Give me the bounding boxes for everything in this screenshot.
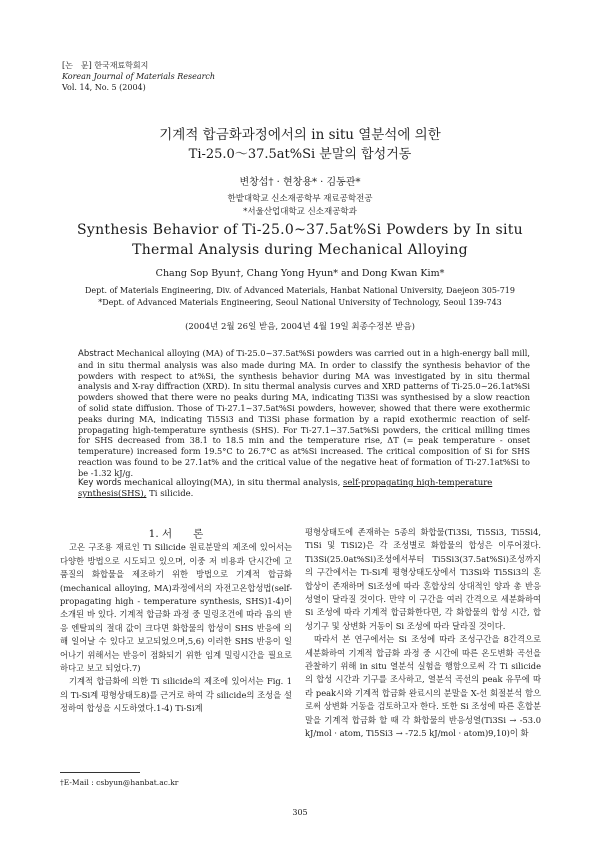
footnote-email: †E-Mail : csbyun@hanbat.ac.kr bbox=[60, 778, 179, 787]
title-kr-line1: 기계적 합금화과정에서의 in situ 열분석에 의한 bbox=[159, 127, 441, 143]
journal-type-label: [논 문] 한국재료학회지 bbox=[62, 61, 149, 70]
keywords-text-underlined: self-propagating high-temperature synthesis(SHS), bbox=[78, 478, 493, 499]
abstract-text: Mechanical alloying (MA) of Ti-25.0~37.5at%Si powders was carried out in a high-energy ball mill, and in situ thermal analysis was also made during MA. In order to classify the synthesis behavior of the powders with respect to at%Si, the synthesis behavior during MA was investigated by in situ thermal analysis and X-ray diffraction (XRD). In situ thermal analysis curves and XRD patterns of Ti-25.0~26.1at%Si powders showed that there were no peaks during MA, indicating Ti3Si was synthesised by a slow reaction of solid state diffusion. Those of Ti-27.1~37.5at%Si powders, however, showed that there were exothermic peaks during MA, indicating Ti5Si3 and Ti3Si phase formation by a rapid exothermic reaction of self-propagating high-temperature synthesis (SHS). For Ti-27.1~37.5at%Si powders, the critical milling times for SHS decreased from 38.1 to 18.5 min and the temperature rise, ΔT (= peak temperature - onset temperature) increased form 19.5°C to 26.7°C as at%Si increased. The critical composition of Si for SHS reaction was found to be 27.1at% and the critical value of the negative heat of formation of Ti-27.1at%Si to be -1.32 kJ/g. bbox=[78, 348, 530, 478]
body-column-left bbox=[60, 528, 292, 716]
affiliation-en-1: Dept. of Materials Engineering, Div. of Advanced Materials, Hanbat National University, Daejeon 305-719 bbox=[85, 286, 515, 295]
body-paragraph: 따라서 본 연구에서는 Si 조성에 따라 조성구간을 8간격으로 세분화하여 기계적 합금화 과정 중 시간에 따른 온도변화 곡선을 관찰하기 위해 in situ 열분석 실험을 행함으로써 각 Ti silicide의 합성 시간과 기구를 조사하고, 열분석 곡선의 peak 유무에 따라 peak시와 기계적 합금화 완료시의 분말을 X-선 회절분석 함으로써 상변화 거동을 검토하고자 한다. 또한 Si 조성에 따른 혼합분말을 기계적 합금화 할 때 각 화합물의 반응성열(Ti3Si → -53.0 kJ/mol · atom, Ti5Si3 → -72.5 kJ/mol · atom)9,10)이 화 bbox=[305, 634, 541, 739]
keywords bbox=[78, 478, 530, 500]
body-paragraph: 평형상태도에 존재하는 5종의 화합물(Ti3Si, Ti5Si3, Ti5Si4, TiSi 및 TiSi2)은 각 조성별로 화합물의 합성은 이루어졌다. Ti3Si(25.0at%Si)조성에서부터 Ti5Si3(37.5at%Si)조성까지의 구간에서는 Ti-Si계 평형상태도상에서 Ti3Si와 Ti5Si3의 혼합상이 존재하며 Si조성에 따라 혼합상의 상대적인 양과 총 반응성열이 달라질 것이다. 만약 이 구간을 여러 간격으로 세분화하여 Si 조성에 따라 기계적 합금화한다면, 각 화합물의 합성 시간, 합성기구 및 상변화 거동이 Si 조성에 따라 달라질 것이다. bbox=[305, 527, 541, 631]
section-heading: 1. 서 론 bbox=[148, 528, 204, 540]
authors-en: Chang Sop Byun†, Chang Yong Hyun* and Dong Kwan Kim* bbox=[155, 268, 445, 279]
body-column-right bbox=[305, 526, 541, 741]
title-en-line1: Synthesis Behavior of Ti-25.0~37.5at%Si Powders by In situ bbox=[77, 222, 523, 238]
received-date: (2004년 2월 26일 받음, 2004년 4월 19일 최종수정본 받음) bbox=[185, 322, 415, 332]
abstract-label: Abstract bbox=[78, 349, 114, 359]
title-kr-line2: Ti-25.0～37.5at%Si 분말의 합성거동 bbox=[188, 147, 412, 162]
keywords-text-a: mechanical alloying(MA), in situ thermal analysis, bbox=[124, 478, 341, 488]
keywords-text-b: Ti silicide. bbox=[149, 489, 194, 499]
body-paragraph: 기계적 합금화에 의한 Ti silicide의 제조에 있어서는 Fig. 1의 Ti-Si계 평형상태도8)를 근거로 하여 각 silicide의 조성을 설정하여 합성을 시도하였다.1-4) Ti-Si계 bbox=[60, 676, 292, 714]
journal-volume: Vol. 14, No. 5 (2004) bbox=[62, 83, 146, 92]
body-paragraph: 고온 구조용 재료인 Ti Silicide 원료분말의 제조에 있어서는 다양한 방법으로 시도되고 있으며, 이중 저 비용과 단시간에 고품질의 화합물을 제조하기 위한 방법으로 기계적 합금화(mechanical alloying, MA)과정에서의 자전고온합성법(self-propagating high - temperature synthesis, SHS)1-4)이 소개된 바 있다. 기계적 합금화 과정 중 밀링조건에 따라 음의 반응 엔탈피의 절대 값이 크다면 화합물의 합성이 SHS 반응에 의해 일어날 수 있다고 보고되었으며,5,6) 이러한 SHS 반응이 일어나기 위해서는 반응이 점화되기 위한 임계 밀링시간을 필요로 하다고 보고 되었다.7) bbox=[60, 542, 292, 674]
page-number: 305 bbox=[292, 808, 308, 817]
affiliation-en-2: *Dept. of Advanced Materials Engineering, Seoul National University of Technology, Seoul 139-743 bbox=[98, 298, 502, 307]
affiliation-kr-2: *서울산업대학교 신소재공학과 bbox=[243, 207, 357, 217]
title-en-line2: Thermal Analysis during Mechanical Alloying bbox=[132, 242, 468, 258]
journal-header bbox=[62, 60, 215, 93]
keywords-label: Key words bbox=[78, 478, 122, 488]
abstract bbox=[78, 348, 530, 479]
journal-name-en: Korean Journal of Materials Research bbox=[62, 72, 216, 81]
footnote-divider bbox=[60, 772, 140, 773]
authors-kr: 변창섭† · 현창용* · 김동관* bbox=[239, 177, 361, 188]
affiliation-kr-1: 한밭대학교 신소재공학부 재료공학전공 bbox=[227, 194, 373, 204]
